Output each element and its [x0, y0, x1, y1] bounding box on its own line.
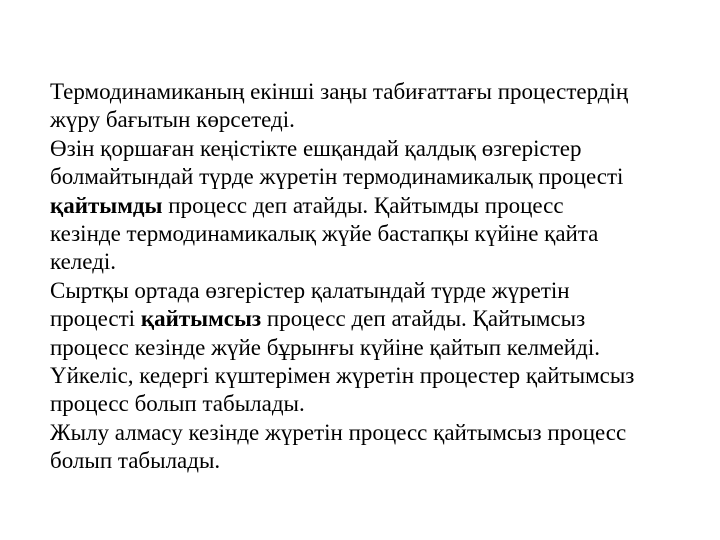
text-line [50, 192, 678, 220]
text-segment: Өзін қоршаған кеңістікте ешқандай қалдық өзгерістер [50, 135, 582, 161]
text-line [50, 334, 678, 362]
text-segment: Жылу алмасу кезінде жүретін процесс қайтымсыз процесс [50, 419, 627, 445]
text-segment: кезінде термодинамикалық жүйе бастапқы күйіне қайта [50, 221, 599, 247]
bold-term-qaitymsyz: қайтымсыз [140, 306, 267, 332]
text-segment: келеді. [50, 249, 117, 275]
text-line [50, 135, 678, 163]
text-segment: болып табылады. [50, 448, 221, 474]
text-segment: процесс болып табылады. [50, 391, 305, 417]
text-line [50, 220, 678, 248]
text-segment: процесс деп атайды. Қайтымды процесс [168, 192, 564, 218]
text-segment: Сыртқы ортада өзгерістер қалатындай түрде жүретін [50, 277, 570, 303]
text-line [50, 106, 678, 134]
text-line [50, 447, 678, 475]
text-segment: Үйкеліс, кедергі күштерімен жүретін процестер қайтымсыз [50, 363, 635, 389]
text-line [50, 419, 678, 447]
text-segment: болмайтындай түрде жүретін термодинамикалық процесті [50, 164, 624, 190]
text-line [50, 248, 678, 276]
text-segment: процесті [50, 306, 141, 332]
text-segment: Термодинамиканың екінші заңы табиғаттағы процестердің [50, 79, 629, 104]
text-line [50, 362, 678, 390]
text-line [50, 163, 678, 191]
text-line [50, 305, 678, 333]
text-segment: процесс кезінде жүйе бұрынғы күйіне қайтып келмейді. [50, 334, 600, 360]
slide-text-block [50, 78, 678, 476]
text-segment: жүру бағытын көрсетеді. [50, 107, 295, 133]
text-line [50, 78, 678, 106]
text-line [50, 390, 678, 418]
text-segment: процесс деп атайды. Қайтымсыз [266, 306, 586, 332]
text-line [50, 277, 678, 305]
bold-term-qaitymdy: қайтымды [50, 192, 169, 218]
